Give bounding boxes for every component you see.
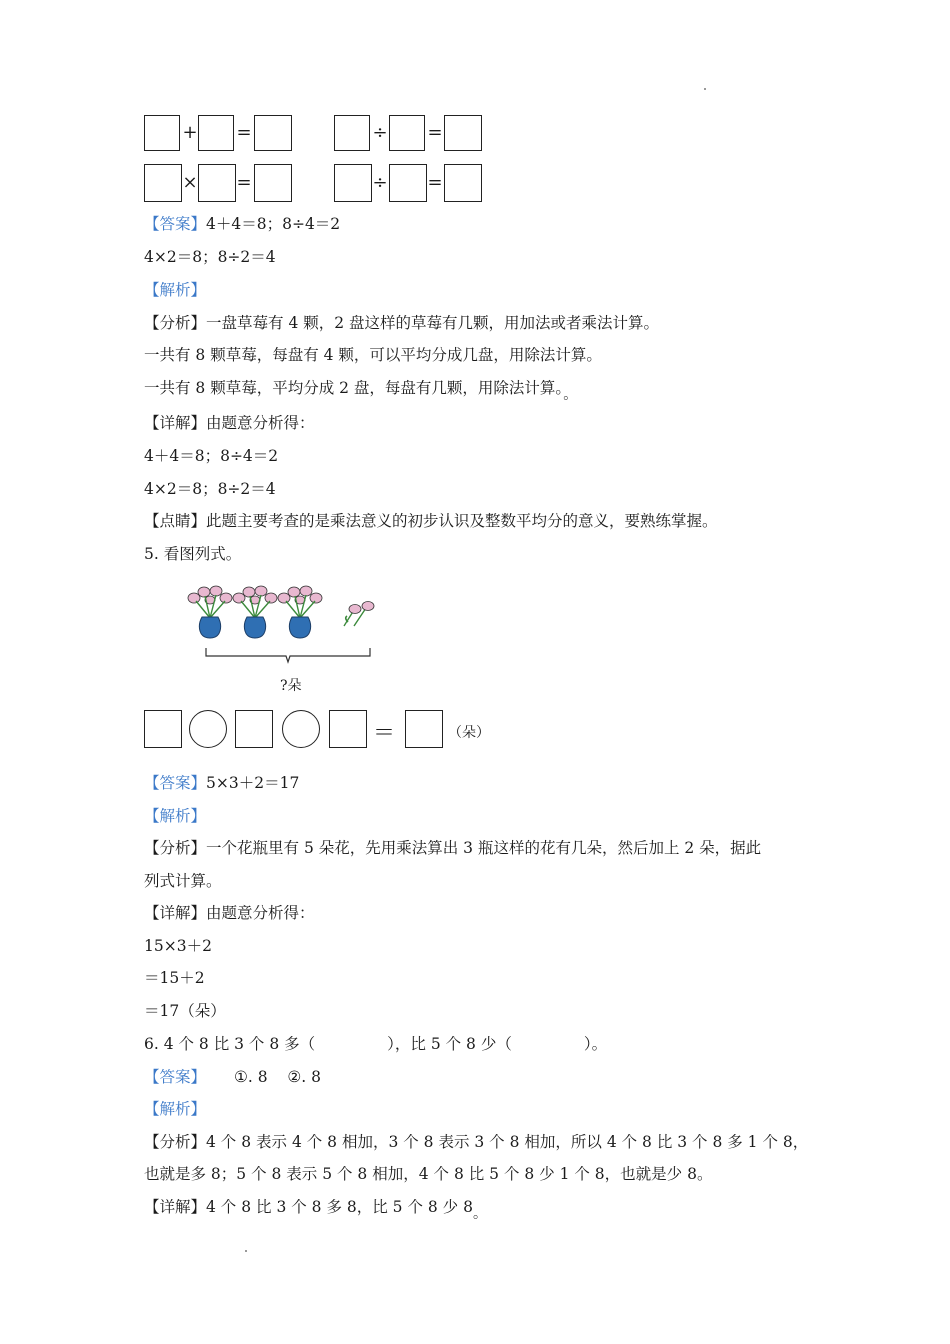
vase-3 bbox=[278, 586, 322, 638]
q6-xiangjie bbox=[144, 1197, 487, 1222]
q4-fenxi-line3 bbox=[144, 378, 578, 403]
q5-xiangjie bbox=[144, 903, 315, 923]
answer-tag: 【答案】 bbox=[144, 1068, 207, 1086]
blank-box bbox=[144, 115, 180, 151]
answer-text: ①. 8 ②. 8 bbox=[234, 1068, 321, 1086]
flower-vase-figure bbox=[180, 584, 400, 674]
fenxi-tag: 【分析】 bbox=[144, 314, 207, 332]
figure-label: ?朵 bbox=[280, 678, 302, 694]
q6-fenxi bbox=[144, 1132, 808, 1152]
multiply-sign: × bbox=[182, 172, 198, 193]
q6-analysis-tag: 【解析】 bbox=[144, 1100, 207, 1118]
xiangjie-text: 4 个 8 比 3 个 8 多 8，比 5 个 8 少 8 bbox=[206, 1198, 473, 1216]
fenxi-text: 一盘草莓有 4 颗，2 盘这样的草莓有几颗，用加法或者乘法计算。 bbox=[206, 314, 660, 332]
equals-sign: = bbox=[427, 122, 443, 143]
blank-box bbox=[389, 164, 427, 202]
q5-step-2: ＝15＋2 bbox=[144, 969, 205, 987]
blank-box bbox=[329, 710, 367, 748]
q5-title: 5. 看图列式。 bbox=[144, 545, 242, 563]
divide-sign: ÷ bbox=[372, 122, 388, 143]
blank-box bbox=[144, 710, 182, 748]
blank-box bbox=[334, 164, 372, 202]
xiangjie-tag: 【详解】 bbox=[144, 904, 207, 922]
q6-title-part2: ），比 5 个 8 少（ bbox=[387, 1035, 512, 1053]
q5-answer bbox=[144, 773, 299, 793]
loose-flowers bbox=[344, 602, 374, 627]
vase-1 bbox=[188, 586, 232, 638]
plus-sign: + bbox=[182, 122, 198, 143]
blank-box bbox=[198, 115, 234, 151]
unit-label: （朵） bbox=[448, 725, 490, 741]
fenxi-text: 一共有 8 颗草莓，平均分成 2 盘，每盘有几颗，用除法计算。 bbox=[144, 379, 564, 397]
xiangjie-tag: 【详解】 bbox=[144, 1198, 207, 1216]
q4-xiangjie bbox=[144, 413, 315, 433]
q4-xiangjie-line1: 4＋4＝8；8÷4＝2 bbox=[144, 447, 279, 465]
brace bbox=[206, 648, 370, 662]
period-mark: 。 bbox=[472, 1206, 487, 1222]
fenxi-text: 4 个 8 表示 4 个 8 相加，3 个 8 表示 3 个 8 相加，所以 4 个 8 比 3 个 8 多 1 个 8， bbox=[206, 1133, 809, 1151]
q4-fenxi-line2: 一共有 8 颗草莓，每盘有 4 颗，可以平均分成几盘，用除法计算。 bbox=[144, 346, 602, 364]
q4-answer bbox=[144, 214, 340, 234]
q5-blank-row bbox=[144, 710, 504, 750]
blank-box bbox=[389, 115, 425, 151]
q5-fenxi-line2: 列式计算。 bbox=[144, 872, 222, 890]
answer-text: 4＋4＝8；8÷4＝2 bbox=[206, 215, 341, 233]
q5-step-3: ＝17（朵） bbox=[144, 1002, 226, 1020]
page-dot-bottom bbox=[245, 1250, 247, 1252]
equals-sign: = bbox=[427, 172, 443, 193]
blank-circle bbox=[282, 710, 320, 748]
equals-sign: = bbox=[236, 172, 252, 193]
divide-sign: ÷ bbox=[372, 172, 388, 193]
answer-tag: 【答案】 bbox=[144, 215, 207, 233]
q6-title bbox=[144, 1034, 607, 1054]
fenxi-tag: 【分析】 bbox=[144, 1133, 207, 1151]
equals-sign: ＝ bbox=[373, 721, 396, 746]
equation-row-2 bbox=[144, 164, 504, 202]
blank-box bbox=[334, 115, 370, 151]
blank-box bbox=[144, 164, 182, 202]
q5-fenxi bbox=[144, 838, 761, 858]
equals-sign: = bbox=[236, 122, 252, 143]
equation-row-1 bbox=[144, 115, 504, 153]
blank-box bbox=[254, 115, 292, 151]
q4-answer-line2: 4×2＝8；8÷2＝4 bbox=[144, 248, 276, 266]
blank-box bbox=[235, 710, 273, 748]
blank-box bbox=[444, 164, 482, 202]
blank-circle bbox=[189, 710, 227, 748]
xiangjie-text: 由题意分析得： bbox=[206, 904, 315, 922]
blank-box bbox=[405, 710, 443, 748]
vase-2 bbox=[233, 586, 277, 638]
fenxi-tag: 【分析】 bbox=[144, 839, 207, 857]
period-mark: 。 bbox=[563, 387, 578, 403]
answer-text: 5×3＋2＝17 bbox=[206, 774, 300, 792]
dianjing-text: 此题主要考查的是乘法意义的初步认识及整数平均分的意义，要熟练掌握。 bbox=[206, 512, 718, 530]
answer-tag: 【答案】 bbox=[144, 774, 207, 792]
xiangjie-tag: 【详解】 bbox=[144, 414, 207, 432]
blank-box bbox=[444, 115, 482, 151]
q5-step-1: 15×3＋2 bbox=[144, 937, 212, 955]
q6-title-part1: 6. 4 个 8 比 3 个 8 多（ bbox=[144, 1035, 316, 1053]
page-dot-top bbox=[704, 88, 706, 90]
q6-answer bbox=[144, 1067, 321, 1087]
q4-fenxi bbox=[144, 313, 659, 333]
xiangjie-text: 由题意分析得： bbox=[206, 414, 315, 432]
blank-box bbox=[254, 164, 292, 202]
dianjing-tag: 【点睛】 bbox=[144, 512, 207, 530]
q4-analysis-tag: 【解析】 bbox=[144, 281, 207, 299]
q4-xiangjie-line2: 4×2＝8；8÷2＝4 bbox=[144, 480, 276, 498]
blank-box bbox=[198, 164, 236, 202]
q6-fenxi-line2: 也就是多 8；5 个 8 表示 5 个 8 相加，4 个 8 比 5 个 8 少 1 个 8，也就是少 8。 bbox=[144, 1165, 713, 1183]
q6-title-part3: ）。 bbox=[583, 1035, 608, 1053]
q5-analysis-tag: 【解析】 bbox=[144, 807, 207, 825]
fenxi-text: 一个花瓶里有 5 朵花，先用乘法算出 3 瓶这样的花有几朵，然后加上 2 朵，据此 bbox=[206, 839, 762, 857]
q4-dianjing bbox=[144, 511, 718, 531]
